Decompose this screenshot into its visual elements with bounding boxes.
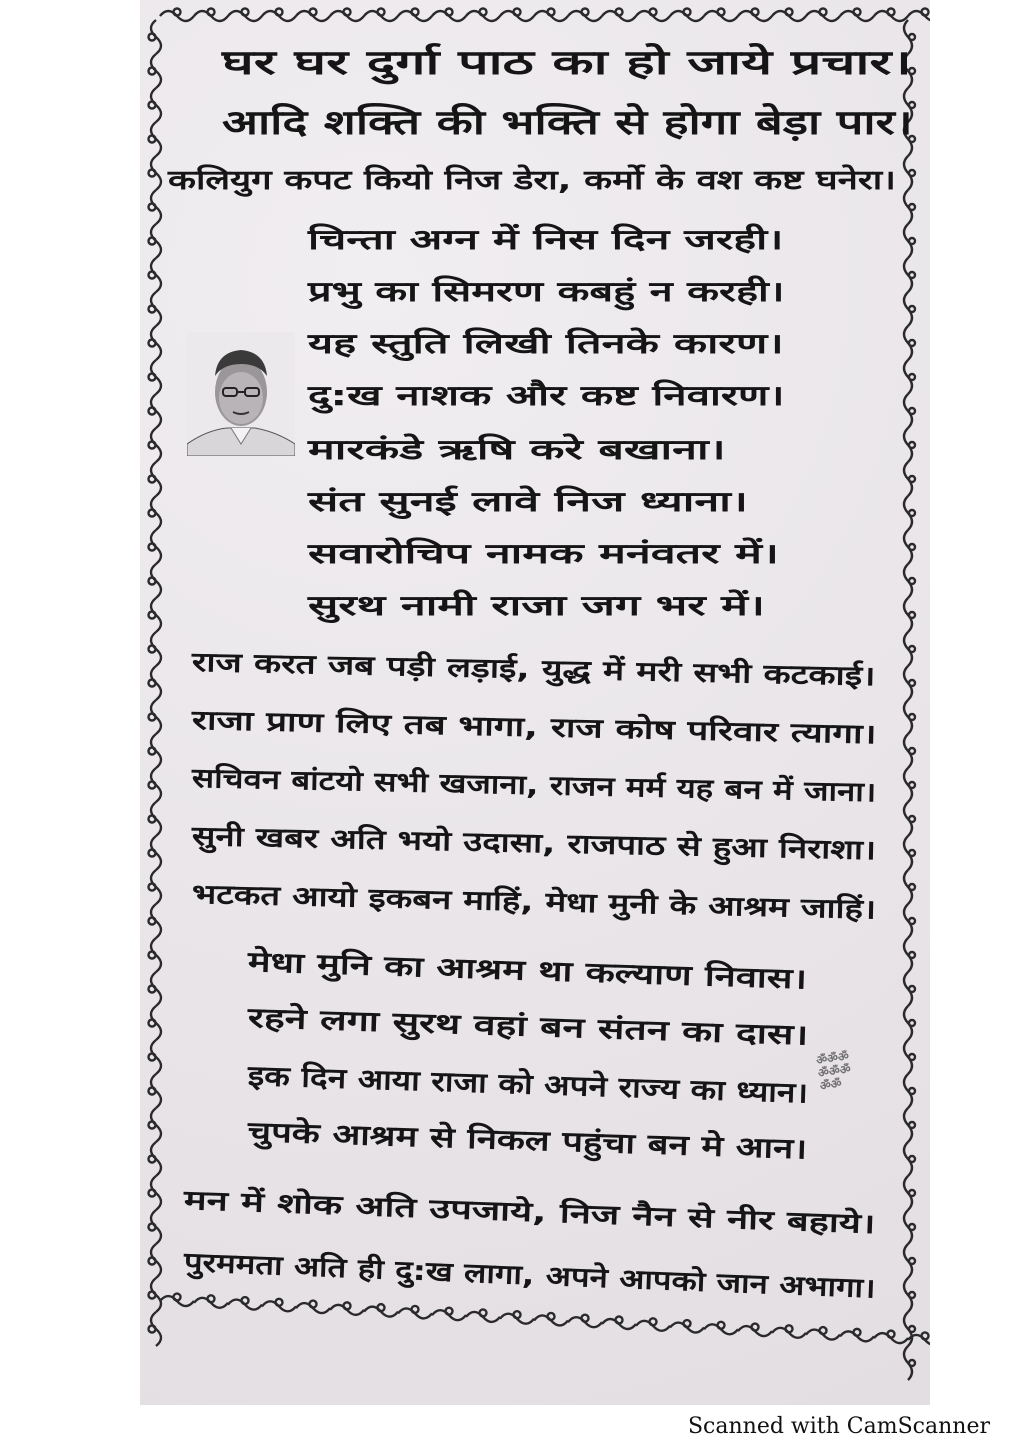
author-photo xyxy=(187,332,295,456)
verse-line: चुपके आश्रम से निकल पहुंचा बन मे आन। xyxy=(247,1115,808,1166)
verse-line: सुनी खबर अति भयो उदासा, राजपाठ से हुआ निराशा। xyxy=(191,821,877,867)
verse-line: राज करत जब पड़ी लड़ाई, युद्ध में मरी सभी कटकाई। xyxy=(191,647,876,693)
verse-line: सुरथ नामी राजा जग भर में। xyxy=(308,589,765,622)
scribble-line: ॐॐॐ xyxy=(817,1061,852,1081)
verse-line: मेधा मुनि का आश्रम था कल्याण निवास। xyxy=(247,945,808,996)
margin-scribble xyxy=(815,1050,853,1093)
verse-line: कलियुग कपट कियो निज डेरा, कर्मो के वश कष्ट घनेरा। xyxy=(168,165,896,196)
verse-line: रहने लगा सुरथ वहां बन संतन का दास। xyxy=(247,1001,809,1052)
verse-line: मन में शोक अति उपजाये, निज नैन से नीर बहाये। xyxy=(183,1185,876,1241)
scanned-page xyxy=(140,0,930,1405)
verse-line: सवारोचिप नामक मनंवतर में। xyxy=(308,537,779,570)
verse-line: प्रभु का सिमरण कबहुं न करही। xyxy=(308,275,785,308)
scribble-line: ॐॐॐ xyxy=(815,1048,850,1068)
verse-line: आदि शक्ति की भक्ति से होगा बेड़ा पार। xyxy=(222,103,913,143)
verse-line: यह स्तुति लिखी तिनके कारण। xyxy=(308,327,784,360)
verse-line: दु:ख नाशक और कष्ट निवारण। xyxy=(308,379,785,412)
verse-line: इक दिन आया राजा को अपने राज्य का ध्यान। xyxy=(247,1059,809,1110)
verse-line: राजा प्राण लिए तब भागा, राज कोष परिवार त्यागा। xyxy=(191,705,877,751)
verse-line: चिन्ता अग्न में निस दिन जरही। xyxy=(308,223,784,256)
verse-line: मारकंडे ऋषि करे बखाना। xyxy=(308,433,726,466)
verse-line: संत सुनई लावे निज ध्याना। xyxy=(308,485,748,518)
scribble-line: ॐॐ xyxy=(818,1076,843,1094)
camscanner-watermark: Scanned with CamScanner xyxy=(687,1414,990,1439)
verse-line: भटकत आयो इकबन माहिं, मेधा मुनी के आश्रम जाहिं। xyxy=(191,879,877,926)
verse-line: सचिवन बांटयो सभी खजाना, राजन मर्म यह बन में जाना। xyxy=(191,763,877,809)
verse-line: घर घर दुर्गा पाठ का हो जाये प्रचार। xyxy=(222,43,912,83)
verse-line: पुरममता अति ही दु:ख लागा, अपने आपको जान अभागा। xyxy=(183,1247,877,1305)
